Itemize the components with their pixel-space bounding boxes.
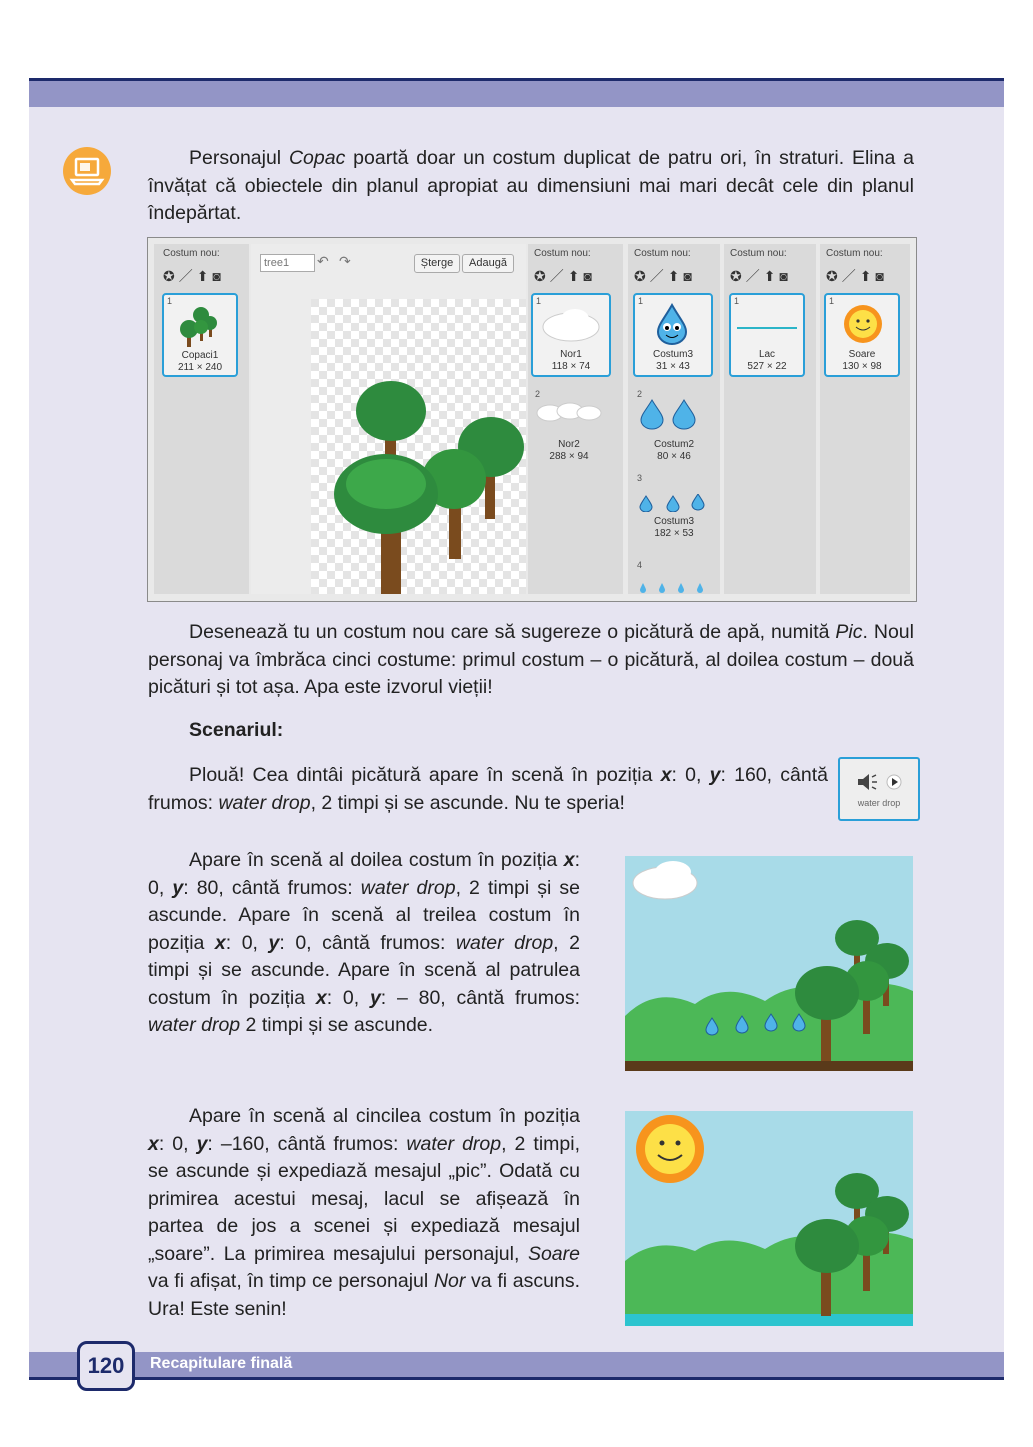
sun-icon [636, 1115, 704, 1183]
costume-new-label: Costum nou: [534, 248, 591, 259]
costume-caption: Costum3 182 × 53 [653, 516, 694, 539]
water-drops-icon [638, 494, 708, 512]
scenario-step-1: Plouă! Cea dintâi picătură apare în scenă în poziția x: 0, y: 160, cântă frumos: water drop, 2 timpi și se ascunde. Nu te speria! [148, 764, 828, 814]
costume-number: 4 [637, 560, 643, 570]
scenario-heading: Scenariul: [189, 719, 284, 741]
costume-number: 1 [638, 296, 644, 306]
top-band [29, 81, 1004, 107]
costume-caption: Costum3 31 × 43 [652, 349, 693, 372]
costume-number: 3 [637, 473, 643, 483]
rain-scene [625, 856, 913, 1071]
water-drops-icon [638, 582, 708, 594]
cloud-icon [536, 399, 602, 425]
undo-icon[interactable]: ↶ [317, 253, 329, 269]
paint-tools-icon[interactable]: ✪／⬆◙ [730, 268, 792, 284]
costume-name-input[interactable]: tree1 [260, 254, 315, 272]
costume-thumbnail-lac[interactable] [729, 293, 805, 377]
costume-caption: Costum2 80 × 46 [653, 439, 694, 462]
costume-new-label: Costum nou: [163, 248, 220, 259]
scenario-step-2: Apare în scenă al doilea costum în poziția x: 0, y: 80, cântă frumos: water drop, 2 timpi și se ascunde. Apare în scenă al treilea costum în poziția x: 0, y: 0, cântă frumos: water drop, 2 timpi și se ascunde. Apare în scenă al patrulea costum în poziția x: 0, y: – 80, cântă frumos: water drop 2 timpi și se ascunde. [148, 849, 580, 1036]
redo-icon[interactable]: ↷ [339, 253, 351, 269]
costume-caption: Soare 130 × 98 [842, 349, 882, 372]
costume-thumbnail-nor1[interactable] [531, 293, 611, 377]
sound-name: water drop [857, 798, 901, 808]
costume-number: 1 [536, 296, 542, 306]
instruction-paragraph: Desenează tu un costum nou care să sugereze o picătură de apă, numită Pic. Noul personaj va îmbrăca cinci costume: primul costum – o picătură, al doilea costum – două picături și tot așa. Apa este izvorul vieții! [148, 621, 914, 698]
costume-caption: Lac 527 × 22 [747, 349, 787, 372]
water-drops-icon [638, 398, 700, 430]
costume-new-label: Costum nou: [730, 248, 787, 259]
lake-costume-panel [724, 244, 816, 594]
costume-caption: Nor2 288 × 94 [549, 439, 589, 462]
costume-editor-screenshot [147, 237, 917, 602]
sunny-scene [625, 1111, 913, 1326]
costume-number: 1 [829, 296, 835, 306]
delete-button[interactable]: Șterge [414, 254, 460, 273]
costume-new-label: Costum nou: [826, 248, 883, 259]
costume-thumbnail-costum3[interactable] [633, 293, 713, 377]
costume-new-label: Costum nou: [634, 248, 691, 259]
computer-icon [63, 147, 111, 195]
costume-caption: Copaci1 211 × 240 [177, 350, 223, 373]
paint-tools-icon[interactable]: ✪／⬆◙ [826, 268, 888, 284]
scenario-step-3: Apare în scenă al cincilea costum în poziția x: 0, y: –160, cântă frumos: water drop, 2 timpi, se ascunde și expediază mesajul „pic”. Odată cu primirea acestui mesaj, lacul se afișează în partea de jos a scenei și expediază mesajul „soare”. La primirea mesajului personajul, Soare va fi afișat, în timp ce personajul Nor va fi ascuns. Ura! Este senin! [148, 1105, 580, 1320]
tree-icon [178, 303, 222, 349]
sun-costume-panel [820, 244, 910, 594]
chapter-title: Recapitulare finală [150, 1355, 293, 1372]
paint-editor [251, 244, 526, 594]
tree-costume-panel [154, 244, 249, 594]
add-button[interactable]: Adaugă [462, 254, 514, 273]
tree-drawing [311, 299, 526, 594]
costume-number: 1 [734, 296, 740, 306]
paint-tools-icon[interactable]: ✪／⬆◙ [163, 268, 225, 284]
sound-card[interactable] [838, 757, 920, 821]
water-drop-icon [655, 303, 689, 345]
page-number: 120 [77, 1341, 135, 1391]
paint-tools-icon[interactable]: ✪／⬆◙ [534, 268, 596, 284]
speaker-icon [854, 771, 904, 793]
intro-paragraph: Personajul Copac poartă doar un costum duplicat de patru ori, în straturi. Elina a învățat că obiectele din planul apropiat au dimensiuni mai mari decât cele din planul îndepărtat. [148, 147, 914, 224]
bottom-rule [29, 1377, 1004, 1380]
cloud-icon [541, 307, 601, 343]
drop-costume-panel [628, 244, 720, 594]
costume-thumbnail-copaci1[interactable] [162, 293, 238, 377]
paint-tools-icon[interactable]: ✪／⬆◙ [634, 268, 696, 284]
costume-thumbnail-soare[interactable] [824, 293, 900, 377]
costume-number: 2 [535, 389, 541, 399]
costume-number: 1 [167, 296, 173, 306]
costume-number: 2 [637, 389, 643, 399]
cloud-costume-panel [528, 244, 623, 594]
costume-caption: Nor1 118 × 74 [551, 349, 591, 372]
sun-icon [840, 303, 886, 345]
lake-icon [737, 327, 797, 329]
